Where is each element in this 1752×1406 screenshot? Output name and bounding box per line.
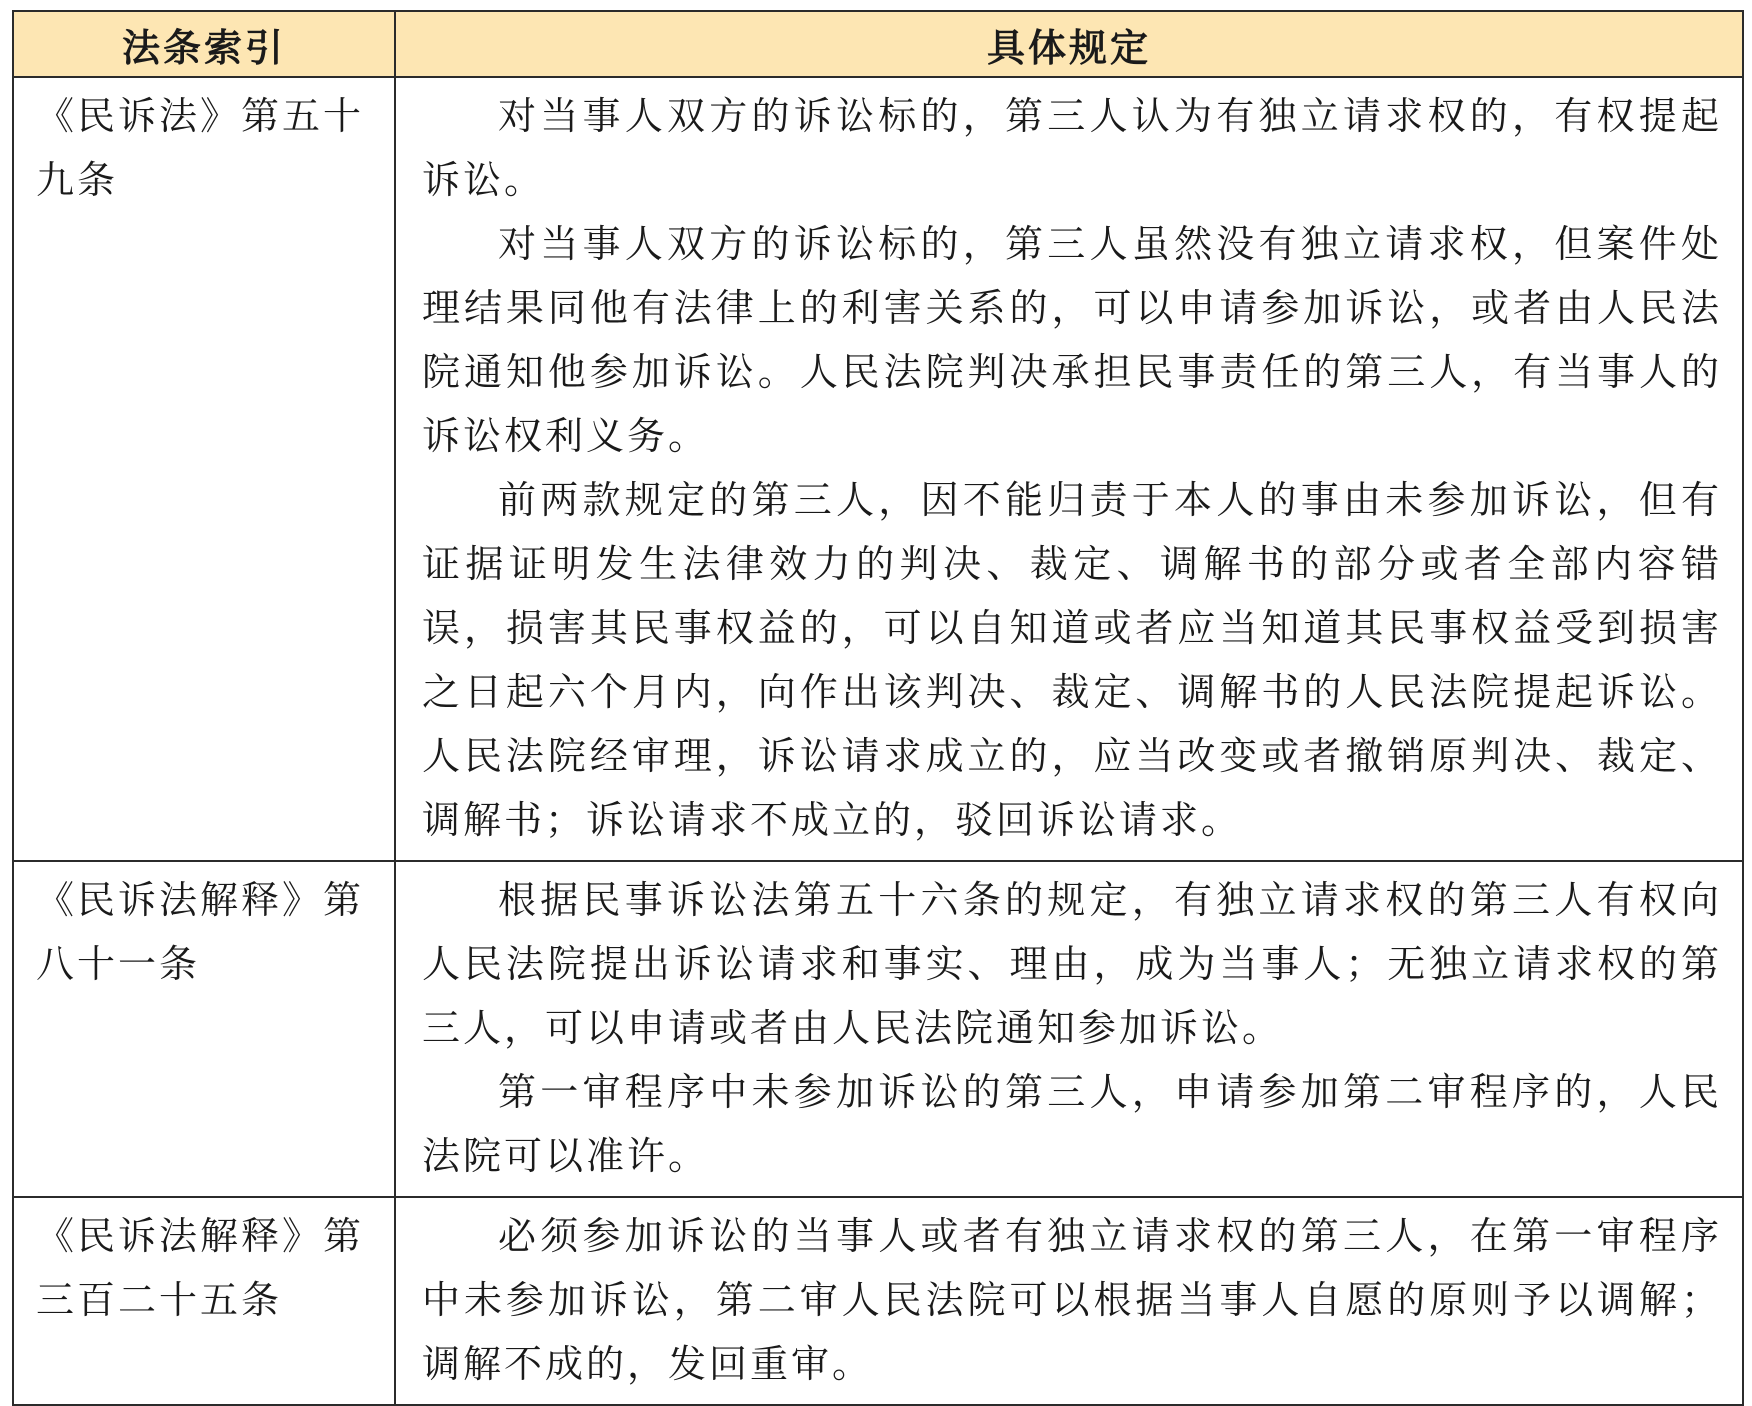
law-index: 《民诉法解释》第三百二十五条 [13,1197,395,1405]
header-content: 具体规定 [395,11,1743,77]
law-paragraph: 对当事人双方的诉讼标的，第三人虽然没有独立请求权，但案件处理结果同他有法律上的利害关系的，可以申请参加诉讼，或者由人民法院通知他参加诉讼。人民法院判决承担民事责任的第三人，有当事人的诉讼权利义务。 [422,222,1722,458]
law-index: 《民诉法》第五十九条 [13,77,395,861]
law-index: 《民诉法解释》第八十一条 [13,861,395,1197]
law-content [395,77,1743,861]
header-index: 法条索引 [13,11,395,77]
table-row [13,861,1743,1197]
table-row [13,1197,1743,1405]
law-paragraph: 必须参加诉讼的当事人或者有独立请求权的第三人，在第一审程序中未参加诉讼，第二审人民法院可以根据当事人自愿的原则予以调解；调解不成的，发回重审。 [422,1214,1722,1386]
law-paragraph: 根据民事诉讼法第五十六条的规定，有独立请求权的第三人有权向人民法院提出诉讼请求和事实、理由，成为当事人；无独立请求权的第三人，可以申请或者由人民法院通知参加诉讼。 [422,878,1722,1050]
header-row [13,11,1743,77]
table-row [13,77,1743,861]
law-paragraph: 前两款规定的第三人，因不能归责于本人的事由未参加诉讼，但有证据证明发生法律效力的判决、裁定、调解书的部分或者全部内容错误，损害其民事权益的，可以自知道或者应当知道其民事权益受到损害之日起六个月内，向作出该判决、裁定、调解书的人民法院提起诉讼。人民法院经审理，诉讼请求成立的，应当改变或者撤销原判决、裁定、调解书；诉讼请求不成立的，驳回诉讼请求。 [422,478,1722,842]
law-content [395,861,1743,1197]
law-paragraph: 对当事人双方的诉讼标的，第三人认为有独立请求权的，有权提起诉讼。 [422,94,1722,202]
law-content [395,1197,1743,1405]
law-table [12,10,1744,1406]
law-paragraph: 第一审程序中未参加诉讼的第三人，申请参加第二审程序的，人民法院可以准许。 [422,1070,1722,1178]
